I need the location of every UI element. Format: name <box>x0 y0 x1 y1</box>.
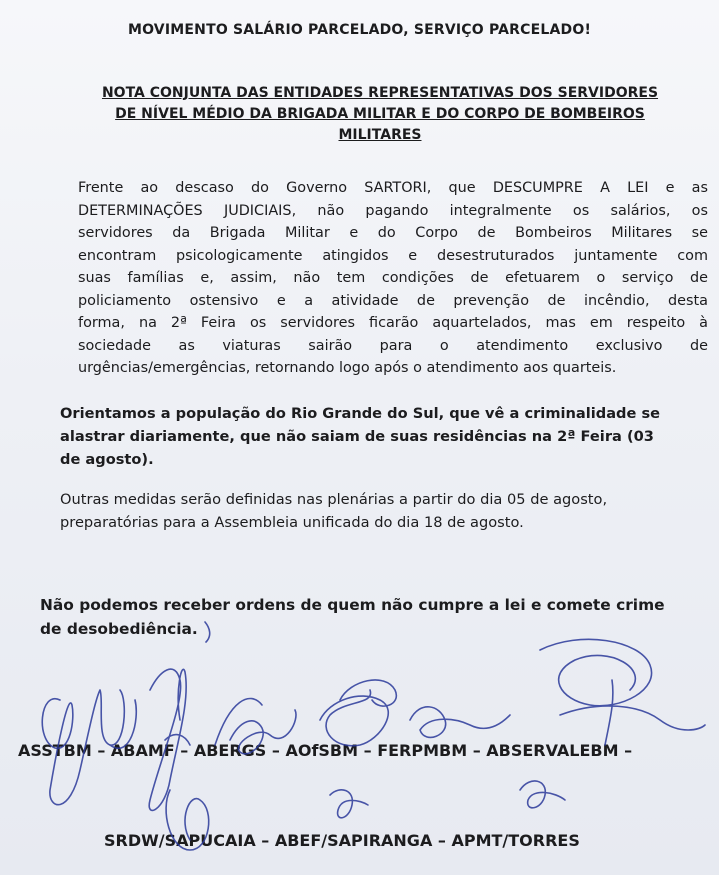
paragraph-line: Frente ao descaso do Governo SARTORI, que DESCUMPRE A LEI e as <box>78 180 708 196</box>
paragraph-line: Não podemos receber ordens de quem não cumpre a lei e comete crime <box>40 596 665 614</box>
paragraph-line: urgências/emergências, retornando logo após o atendimento aos quarteis. <box>78 360 617 376</box>
paragraph-main <box>78 177 708 380</box>
paragraph-line: suas famílias e, assim, não tem condições de efetuarem o serviço de <box>78 270 708 286</box>
entities-line-1: ASSTBM – ABAMF – ABERGS – AOfSBM – FERPMBM – ABSERVALEBM – <box>18 741 633 760</box>
paragraph-line: Outras medidas serão definidas nas plenárias a partir do dia 05 de agosto, <box>60 491 608 508</box>
entities-line-2: SRDW/SAPUCAIA – ABEF/SAPIRANGA – APMT/TORRES <box>104 831 580 850</box>
paragraph-line: alastrar diariamente, que não saiam de suas residências na 2ª Feira (03 <box>60 428 654 445</box>
paragraph-measures <box>60 488 700 534</box>
paragraph-line: forma, na 2ª Feira os servidores ficarão aquartelados, mas em respeito à <box>78 315 708 331</box>
nota-title <box>80 83 680 146</box>
paragraph-closing <box>40 593 700 641</box>
signature-2 <box>149 669 186 810</box>
signature-9 <box>520 781 565 808</box>
nota-title-line: NOTA CONJUNTA DAS ENTIDADES REPRESENTATIVAS DOS SERVIDORES <box>101 85 659 101</box>
paragraph-line: servidores da Brigada Militar e do Corpo de Bombeiros Militares se <box>78 225 708 241</box>
signature-6 <box>540 639 652 705</box>
signature-8 <box>330 790 368 818</box>
paragraph-line: sociedade as viaturas sairão para o atendimento exclusivo de <box>78 337 708 354</box>
paragraph-line: policiamento ostensivo e a atividade de prevenção de incêndio, desta <box>78 292 708 309</box>
paragraph-line: de desobediência. <box>40 620 198 638</box>
paragraph-line: DETERMINAÇÕES JUDICIAIS, não pagando integralmente os salários, os <box>78 202 708 219</box>
paragraph-orientation <box>60 402 705 471</box>
nota-title-line: DE NÍVEL MÉDIO DA BRIGADA MILITAR E DO CORPO DE BOMBEIROS <box>115 106 645 122</box>
paragraph-line: Orientamos a população do Rio Grande do Sul, que vê a criminalidade se <box>60 405 661 422</box>
nota-title-line: MILITARES <box>338 127 422 143</box>
paragraph-line: encontram psicologicamente atingidos e desestruturados juntamente com <box>78 247 708 264</box>
paragraph-line: de agosto). <box>60 451 154 468</box>
signature-5 <box>410 707 510 738</box>
signature-4 <box>320 690 388 746</box>
paragraph-line: preparatórias para a Assembleia unificada do dia 18 de agosto. <box>60 514 524 531</box>
headline: MOVIMENTO SALÁRIO PARCELADO, SERVIÇO PARCELADO! <box>127 22 592 38</box>
